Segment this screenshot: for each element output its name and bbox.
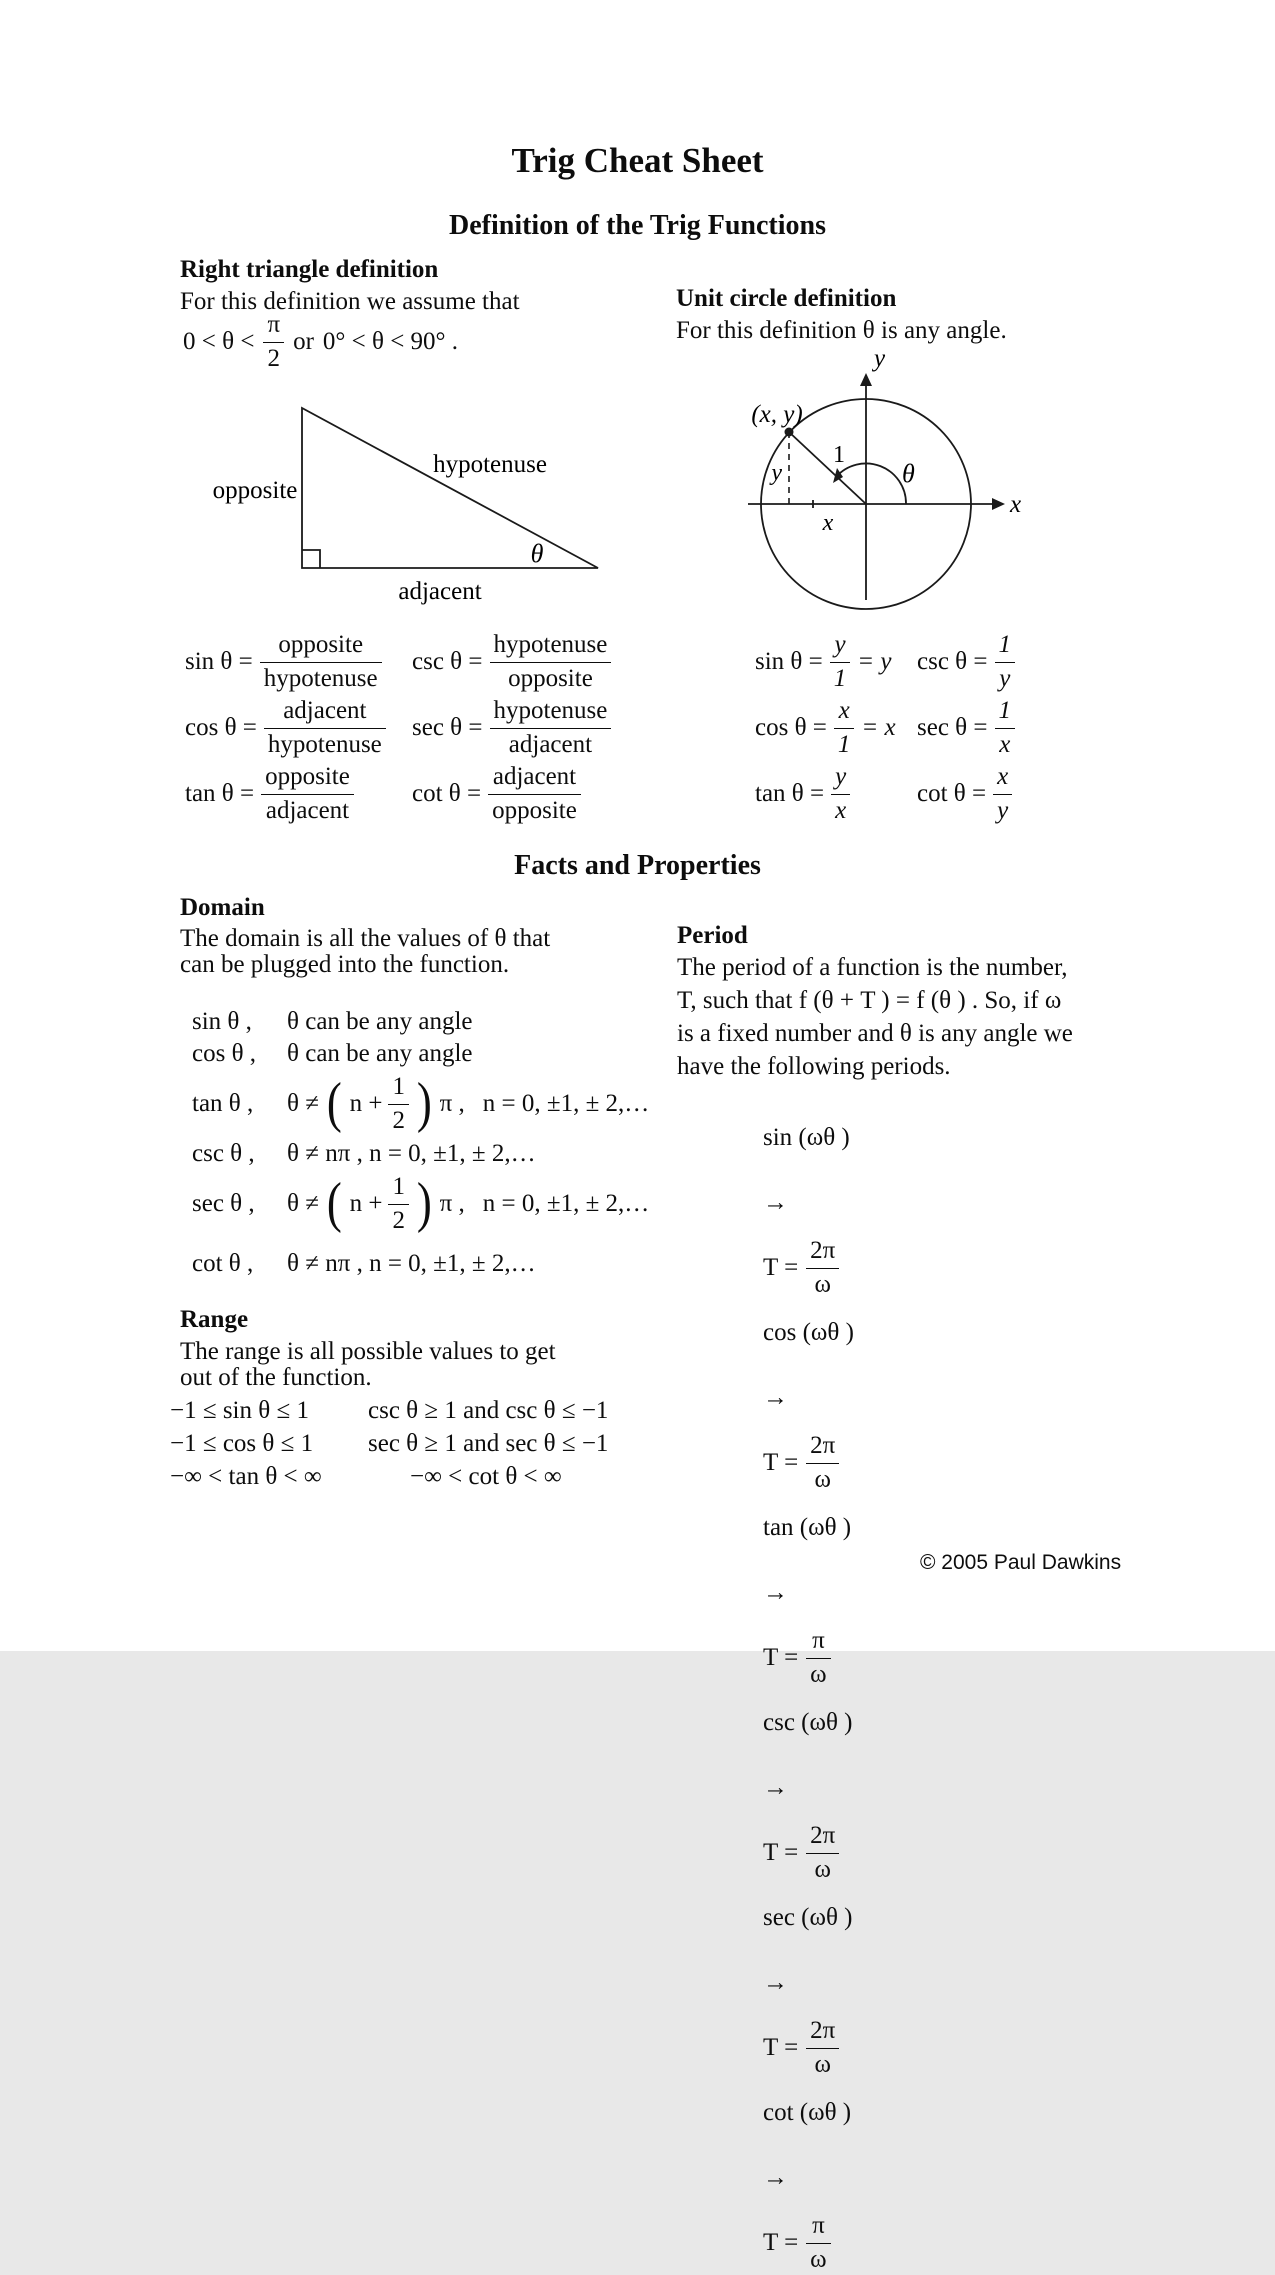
range-table bbox=[170, 1394, 608, 1493]
fraction bbox=[834, 696, 855, 760]
period-line1: The period of a function is the number, bbox=[677, 954, 1068, 981]
domain-row-csc bbox=[192, 1138, 649, 1170]
denominator: ω bbox=[810, 1660, 827, 1688]
open-paren: ( bbox=[326, 1172, 342, 1235]
formula-tan-triangle bbox=[185, 761, 412, 827]
fraction bbox=[260, 630, 382, 694]
fraction bbox=[993, 762, 1012, 826]
triangle-shape bbox=[302, 408, 598, 568]
range-cot: −∞ < cot θ < ∞ bbox=[410, 1462, 562, 1490]
period-t-equals: T = bbox=[763, 1448, 799, 1476]
formula-lhs: cot θ = bbox=[412, 780, 482, 807]
right-triangle-diagram bbox=[200, 390, 620, 605]
numerator: adjacent bbox=[488, 762, 581, 795]
denominator: y bbox=[999, 665, 1011, 692]
fraction bbox=[806, 1236, 839, 1300]
denominator: 2 bbox=[392, 1207, 405, 1234]
domain-body bbox=[287, 1172, 649, 1236]
open-paren: ( bbox=[326, 1072, 342, 1135]
numerator: π bbox=[806, 1626, 830, 1659]
numerator: 1 bbox=[995, 630, 1016, 663]
numerator: y bbox=[831, 762, 850, 795]
denominator: ω bbox=[814, 2050, 831, 2078]
range-tan: −∞ < tan θ < ∞ bbox=[170, 1462, 322, 1490]
denominator: ω bbox=[814, 1270, 831, 1298]
right-triangle-heading: Right triangle definition bbox=[180, 256, 439, 283]
denominator: adjacent bbox=[508, 731, 593, 758]
formula-tail: = y bbox=[857, 648, 892, 675]
numerator: 1 bbox=[388, 1172, 409, 1205]
denominator: hypotenuse bbox=[263, 665, 378, 692]
domain-row-tan bbox=[192, 1070, 649, 1138]
fraction bbox=[388, 1072, 409, 1136]
denominator: hypotenuse bbox=[267, 731, 382, 758]
domain-post: π , bbox=[439, 1090, 465, 1117]
range-line1: The range is all possible values to get bbox=[180, 1338, 556, 1365]
denominator: ω bbox=[814, 1855, 831, 1883]
period-fn-tan: tan (ωθ ) bbox=[763, 1513, 852, 1541]
formula-cos-triangle bbox=[185, 695, 412, 761]
period-fn-csc: csc (ωθ ) bbox=[763, 1708, 853, 1736]
formula-lhs: sin θ = bbox=[755, 648, 823, 675]
triangle-label-opposite: opposite bbox=[212, 477, 298, 504]
period-fn-cot: cot (ωθ ) bbox=[763, 2098, 852, 2126]
domain-row-sin bbox=[192, 1006, 649, 1038]
circle-label-y-length: y bbox=[771, 460, 782, 486]
numerator: x bbox=[834, 696, 855, 729]
domain-pre: θ ≠ bbox=[287, 1190, 319, 1217]
period-t-equals: T = bbox=[763, 2228, 799, 2256]
period-t-equals: T = bbox=[763, 1253, 799, 1281]
period-value-cot bbox=[763, 2210, 854, 2275]
numerator: opposite bbox=[260, 630, 382, 663]
domain-body bbox=[287, 1072, 649, 1136]
fraction bbox=[806, 1821, 839, 1885]
denominator: ω bbox=[810, 2245, 827, 2273]
period-value-tan bbox=[763, 1625, 854, 1690]
fraction bbox=[806, 1431, 839, 1495]
period-fn-sin: sin (ωθ ) bbox=[763, 1123, 850, 1151]
fraction bbox=[261, 762, 354, 826]
fraction bbox=[806, 2211, 830, 2275]
page-title: Trig Cheat Sheet bbox=[511, 141, 764, 180]
fraction bbox=[806, 1626, 830, 1690]
denominator: ω bbox=[814, 1465, 831, 1493]
period-t-equals: T = bbox=[763, 2033, 799, 2061]
denominator: 1 bbox=[833, 665, 847, 692]
formula-csc-circle bbox=[917, 629, 1022, 695]
numerator: 2π bbox=[806, 2016, 839, 2049]
denominator: opposite bbox=[508, 665, 593, 692]
range-line2: out of the function. bbox=[180, 1364, 372, 1391]
triangle-label-theta: θ bbox=[530, 539, 544, 568]
formula-cos-circle bbox=[755, 695, 917, 761]
numerator: 2π bbox=[806, 1431, 839, 1464]
domain-label: cot θ , bbox=[192, 1250, 254, 1277]
triangle-ratio-formulas bbox=[185, 629, 611, 827]
denominator: x bbox=[999, 731, 1011, 758]
formula-lhs: tan θ = bbox=[755, 780, 825, 807]
denominator: adjacent bbox=[265, 797, 350, 824]
circle-label-y-axis: y bbox=[874, 345, 886, 372]
domain-line1: The domain is all the values of θ that bbox=[180, 925, 551, 952]
fraction bbox=[831, 762, 850, 826]
range-sec: sec θ ≥ 1 and sec θ ≤ −1 bbox=[368, 1429, 609, 1457]
arrow-icon: → bbox=[763, 2163, 788, 2191]
formula-csc-triangle bbox=[412, 629, 611, 695]
formula-lhs: cos θ = bbox=[185, 714, 257, 741]
domain-pre: θ ≠ bbox=[287, 1090, 319, 1117]
domain-row-sec bbox=[192, 1170, 649, 1238]
domain-body: θ can be any angle bbox=[287, 1008, 473, 1035]
domain-body: θ can be any angle bbox=[287, 1040, 473, 1067]
numerator: y bbox=[830, 630, 851, 663]
domain-label: sin θ , bbox=[192, 1008, 252, 1035]
formula-cot-triangle bbox=[412, 761, 611, 827]
formula-lhs: cos θ = bbox=[755, 714, 827, 741]
domain-body: θ ≠ nπ , n = 0, ±1, ± 2,… bbox=[287, 1140, 536, 1167]
formula-lhs: csc θ = bbox=[412, 648, 483, 675]
formula-sin-triangle bbox=[185, 629, 412, 695]
circle-label-point: (x, y) bbox=[751, 401, 803, 428]
formula-sec-circle bbox=[917, 695, 1022, 761]
numerator: π bbox=[806, 2211, 830, 2244]
period-fn-sec: sec (ωθ ) bbox=[763, 1903, 853, 1931]
domain-body: θ ≠ nπ , n = 0, ±1, ± 2,… bbox=[287, 1250, 536, 1277]
period-table bbox=[763, 1105, 854, 2275]
formula-sin-circle bbox=[755, 629, 917, 695]
formula-lhs: sin θ = bbox=[185, 648, 253, 675]
numerator: 2π bbox=[806, 1821, 839, 1854]
condition-fraction bbox=[263, 310, 284, 374]
fraction bbox=[806, 2016, 839, 2080]
formula-tan-circle bbox=[755, 761, 917, 827]
numerator: 1 bbox=[388, 1072, 409, 1105]
numerator: 2π bbox=[806, 1236, 839, 1269]
condition-numerator: π bbox=[263, 310, 284, 343]
formula-lhs: csc θ = bbox=[917, 648, 988, 675]
denominator: x bbox=[835, 797, 847, 824]
formula-lhs: sec θ = bbox=[412, 714, 483, 741]
numerator: 1 bbox=[995, 696, 1016, 729]
numerator: hypotenuse bbox=[490, 630, 612, 663]
period-line2: T, such that f (θ + T ) = f (θ ) . So, if ω bbox=[677, 987, 1062, 1014]
arrow-icon: → bbox=[763, 1188, 788, 1216]
circle-label-theta: θ bbox=[902, 459, 915, 488]
domain-label: sec θ , bbox=[192, 1190, 255, 1217]
formula-lhs: cot θ = bbox=[917, 780, 987, 807]
condition-or: or bbox=[293, 327, 314, 355]
arrow-icon: → bbox=[763, 1968, 788, 1996]
right-triangle-intro: For this definition we assume that bbox=[180, 288, 520, 315]
circle-label-x-axis: x bbox=[1010, 491, 1022, 518]
arrow-icon: → bbox=[763, 1578, 788, 1606]
circle-label-radius-one: 1 bbox=[833, 442, 845, 468]
section-heading-facts: Facts and Properties bbox=[514, 850, 761, 881]
period-heading: Period bbox=[677, 922, 748, 949]
domain-label: csc θ , bbox=[192, 1140, 255, 1167]
domain-label: tan θ , bbox=[192, 1090, 254, 1117]
fraction bbox=[995, 696, 1016, 760]
fraction bbox=[388, 1172, 409, 1236]
period-line4: have the following periods. bbox=[677, 1053, 951, 1080]
formula-sec-triangle bbox=[412, 695, 611, 761]
circle-ratio-formulas bbox=[755, 629, 1022, 827]
denominator: 2 bbox=[392, 1107, 405, 1134]
formula-tail: = x bbox=[861, 714, 896, 741]
domain-post: π , bbox=[439, 1190, 465, 1217]
angle-arc bbox=[836, 463, 906, 504]
fraction bbox=[490, 696, 612, 760]
period-t-equals: T = bbox=[763, 1838, 799, 1866]
triangle-label-hypotenuse: hypotenuse bbox=[433, 451, 547, 478]
close-paren: ) bbox=[416, 1072, 432, 1135]
fraction bbox=[490, 630, 612, 694]
period-t-equals: T = bbox=[763, 1643, 799, 1671]
unit-circle-intro: For this definition θ is any angle. bbox=[676, 317, 1007, 344]
right-triangle-condition bbox=[183, 310, 458, 374]
unit-circle-heading: Unit circle definition bbox=[676, 285, 897, 312]
radius-line bbox=[789, 432, 866, 504]
fraction bbox=[264, 696, 386, 760]
close-paren: ) bbox=[416, 1172, 432, 1235]
period-line3: is a fixed number and θ is any angle we bbox=[677, 1020, 1073, 1047]
condition-pre: 0 < θ < bbox=[183, 327, 255, 355]
fraction bbox=[995, 630, 1016, 694]
unit-circle-diagram bbox=[690, 342, 1020, 604]
x-axis-arrow bbox=[992, 498, 1005, 510]
denominator: opposite bbox=[492, 797, 577, 824]
domain-inner: n + bbox=[349, 1090, 383, 1117]
condition-denominator: 2 bbox=[267, 344, 280, 372]
domain-row-cot bbox=[192, 1248, 649, 1280]
domain-inner: n + bbox=[349, 1190, 383, 1217]
period-value-csc bbox=[763, 1820, 854, 1885]
section-heading-definitions: Definition of the Trig Functions bbox=[449, 210, 826, 241]
period-value-cos bbox=[763, 1430, 854, 1495]
formula-lhs: sec θ = bbox=[917, 714, 988, 741]
formula-cot-circle bbox=[917, 761, 1022, 827]
circle-label-x-length: x bbox=[822, 510, 834, 536]
domain-heading: Domain bbox=[180, 894, 265, 921]
numerator: x bbox=[993, 762, 1012, 795]
range-csc: csc θ ≥ 1 and csc θ ≤ −1 bbox=[368, 1396, 609, 1424]
range-heading: Range bbox=[180, 1306, 249, 1333]
period-fn-cos: cos (ωθ ) bbox=[763, 1318, 854, 1346]
right-angle-mark bbox=[302, 550, 320, 568]
denominator: y bbox=[997, 797, 1009, 824]
fraction bbox=[488, 762, 581, 826]
period-value-sec bbox=[763, 2015, 854, 2080]
arrow-icon: → bbox=[763, 1773, 788, 1801]
domain-row-cos bbox=[192, 1038, 649, 1070]
numerator: opposite bbox=[261, 762, 354, 795]
copyright-notice: © 2005 Paul Dawkins bbox=[920, 1551, 1122, 1574]
triangle-label-adjacent: adjacent bbox=[398, 578, 482, 605]
arrow-icon: → bbox=[763, 1383, 788, 1411]
denominator: 1 bbox=[837, 731, 851, 758]
domain-line2: can be plugged into the function. bbox=[180, 951, 510, 978]
range-sin: −1 ≤ sin θ ≤ 1 bbox=[170, 1396, 309, 1424]
domain-tail: n = 0, ±1, ± 2,… bbox=[482, 1190, 650, 1217]
formula-lhs: tan θ = bbox=[185, 780, 255, 807]
fraction bbox=[830, 630, 851, 694]
domain-list bbox=[192, 1006, 649, 1280]
domain-tail: n = 0, ±1, ± 2,… bbox=[482, 1090, 650, 1117]
period-value-sin bbox=[763, 1235, 854, 1300]
numerator: hypotenuse bbox=[490, 696, 612, 729]
range-cos: −1 ≤ cos θ ≤ 1 bbox=[170, 1429, 314, 1457]
y-axis-arrow bbox=[860, 373, 872, 386]
condition-post: 0° < θ < 90° . bbox=[322, 327, 459, 355]
domain-label: cos θ , bbox=[192, 1040, 257, 1067]
numerator: adjacent bbox=[264, 696, 386, 729]
period-paragraph bbox=[677, 951, 1107, 1083]
